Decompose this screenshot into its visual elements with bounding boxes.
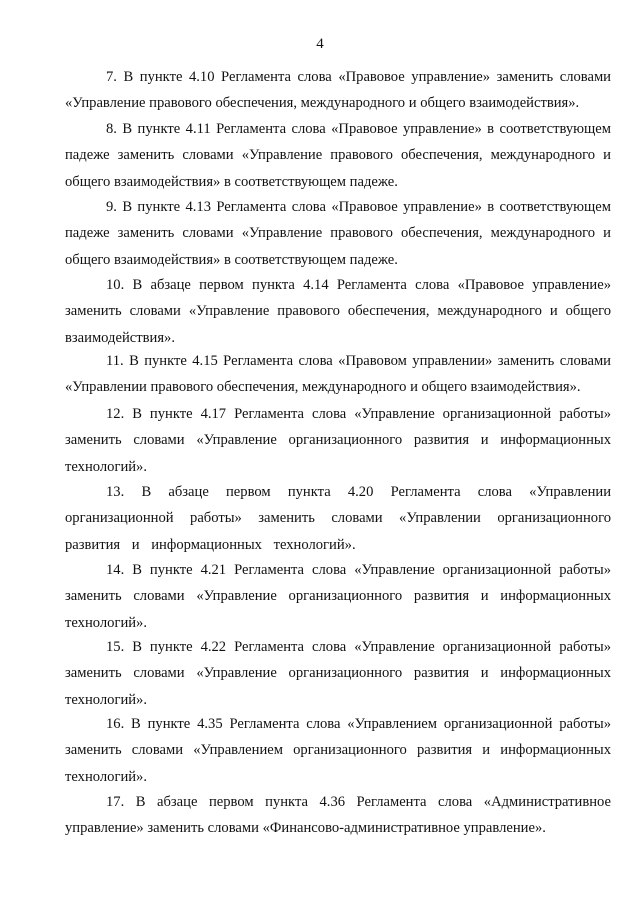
paragraph-13: 13. В абзаце первом пункта 4.20 Регламента слова «Управлении организационной работы» заменить словами «Управлении организационного развития и информационных технологий». — [65, 484, 611, 553]
paragraph-11: 11. В пункте 4.15 Регламента слова «Правовом управлении» заменить словами «Управлении правового обеспечения, международного и общего взаимодействия». — [65, 353, 611, 396]
paragraph-7: 7. В пункте 4.10 Регламента слова «Правовое управление» заменить словами «Управление правового обеспечения, международного и общего взаимодействия». — [65, 69, 611, 112]
paragraph-14: 14. В пункте 4.21 Регламента слова «Управление организационной работы» заменить словами «Управление организационного развития и информационных технологий». — [65, 562, 611, 631]
paragraph-12: 12. В пункте 4.17 Регламента слова «Управление организационной работы» заменить словами «Управление организационного развития и информационных технологий». — [65, 406, 611, 475]
paragraph-9: 9. В пункте 4.13 Регламента слова «Правовое управление» в соответствующем падеже заменить словами «Управление правового обеспечения, международного и общего взаимодействия» в соответствующем падеже. — [65, 199, 611, 268]
paragraph-17: 17. В абзаце первом пункта 4.36 Регламента слова «Административное управление» заменить словами «Финансово-административное управление». — [65, 794, 611, 837]
paragraph-8: 8. В пункте 4.11 Регламента слова «Правовое управление» в соответствующем падеже заменить словами «Управление правового обеспечения, международного и общего взаимодействия» в соответствующем падеже. — [65, 121, 611, 190]
paragraph-10: 10. В абзаце первом пункта 4.14 Регламента слова «Правовое управление» заменить словами «Управление правового обеспечения, международного и общего взаимодействия». — [65, 277, 611, 346]
page-number: 4 — [316, 36, 324, 52]
paragraph-16: 16. В пункте 4.35 Регламента слова «Управлением организационной работы» заменить словами «Управлением организационного развития и информационных технологий». — [65, 716, 611, 785]
paragraph-15: 15. В пункте 4.22 Регламента слова «Управление организационной работы» заменить словами «Управление организационного развития и информационных технологий». — [65, 639, 611, 708]
